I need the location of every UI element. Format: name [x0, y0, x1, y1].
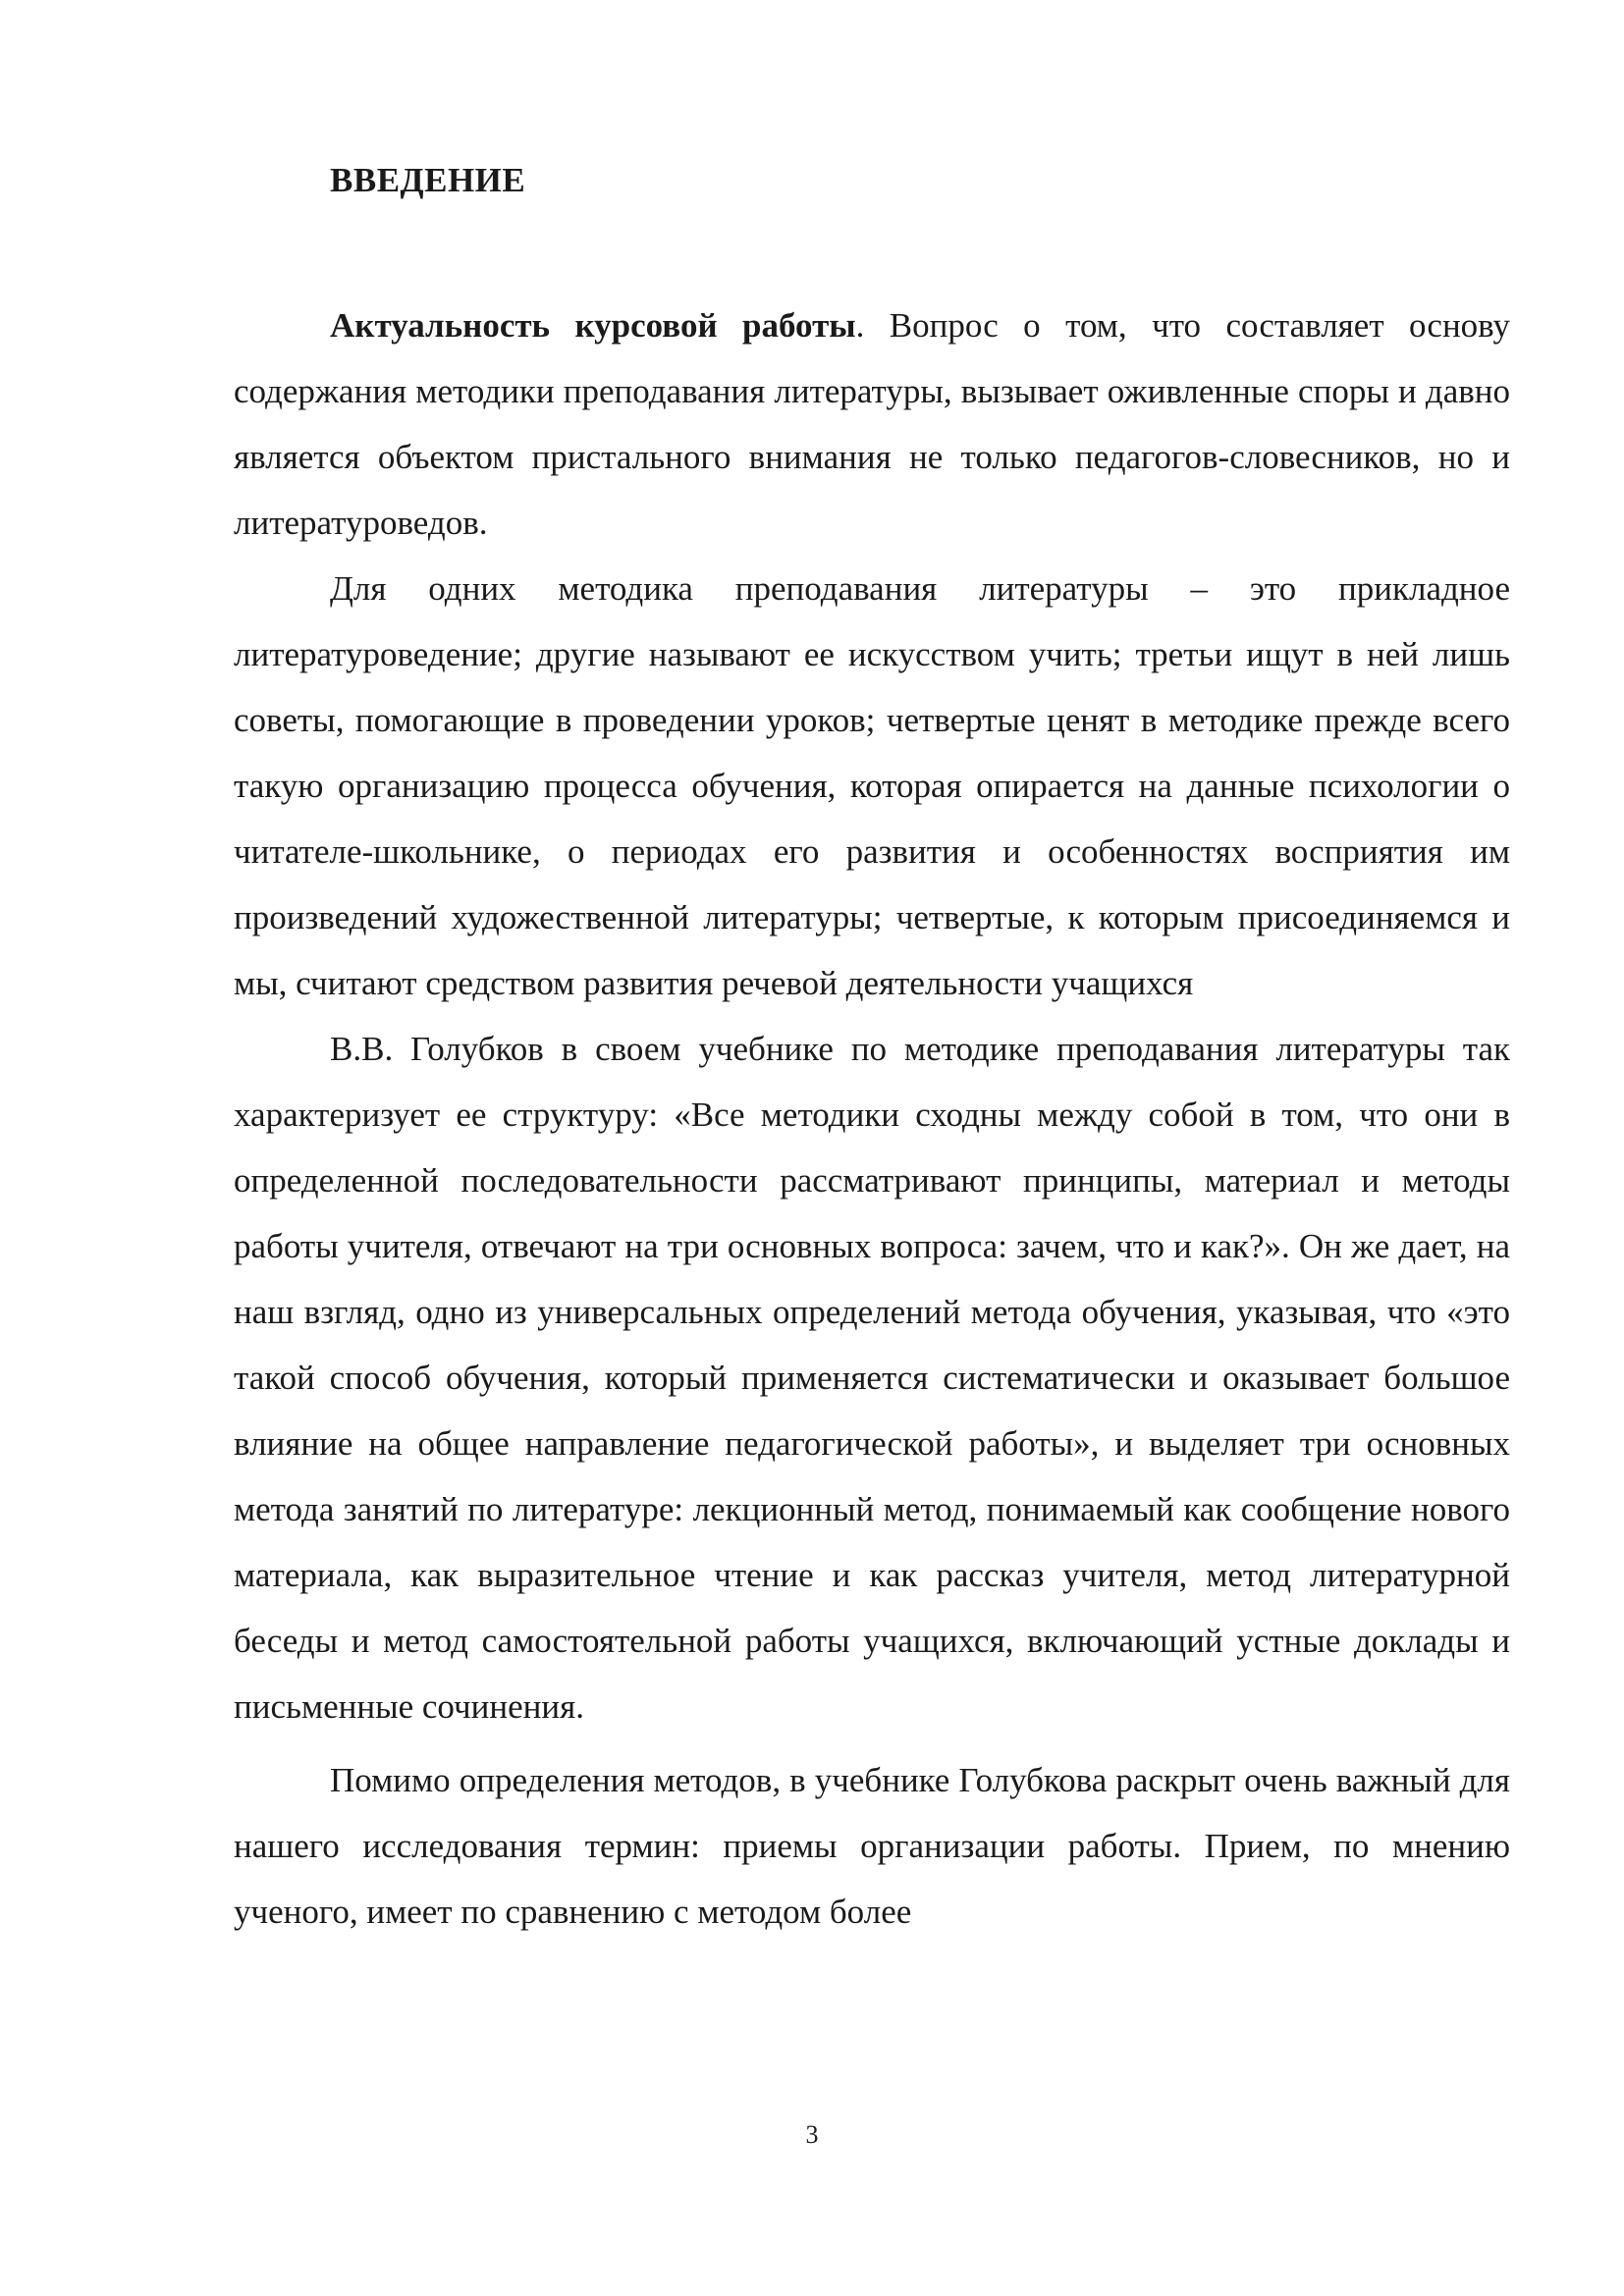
page-number: 3 — [805, 2120, 819, 2149]
paragraph-text: Для одних методика преподавания литературы – это прикладное литературоведение; другие называют ее искусством учить; третьи ищут в ней лишь советы, помогающие в проведении уроков; четвертые ценят в методике прежде всего такую организацию процесса обучения, которая опирается на данные психологии о читателе-школьнике, о периодах его развития и особенностях восприятия им произведений художественной литературы; четвертые, к которым присоединяемся и мы, считают средством развития речевой деятельности учащихся — [234, 569, 1510, 1002]
paragraph-definitions — [234, 556, 1510, 1016]
paragraph-text: В.В. Голубков в своем учебнике по методике преподавания литературы так характеризует ее структуру: «Все методики сходны между собой в том, что они в определенной последовательности рассматривают принципы, материал и методы работы учителя, отвечают на три основных вопроса: зачем, что и как?». Он же дает, на наш взгляд, одно из универсальных определений метода обучения, указывая, что «это такой способ обучения, который применяется систематически и оказывает большое влияние на общее направление педагогической работы», и выделяет три основных метода занятий по литературе: лекционный метод, понимаемый как сообщение нового материала, как выразительное чтение и как рассказ учителя, метод литературной беседы и метод самостоятельной работы учащихся, включающий устные доклады и письменные сочинения. — [234, 1030, 1510, 1726]
section-heading: ВВЕДЕНИЕ — [330, 161, 526, 199]
paragraph-lead-bold: Актуальность курсовой работы — [330, 306, 856, 345]
paragraph-relevance — [234, 293, 1510, 556]
paragraph-techniques — [234, 1747, 1510, 1945]
paragraph-text: Помимо определения методов, в учебнике Голубкова раскрыт очень важный для нашего исследования термин: приемы организации работы. Прием, по мнению ученого, имеет по сравнению с методом более — [234, 1761, 1510, 1931]
body-text — [234, 293, 1510, 1945]
paragraph-golubkov — [234, 1016, 1510, 1739]
paragraph-text: . Вопрос о том, что составляет основу содержания методики преподавания литературы, вызывает оживленные споры и давно является объектом пристального внимания не только педагогов-словесников, но и литературоведов. — [234, 306, 1510, 542]
